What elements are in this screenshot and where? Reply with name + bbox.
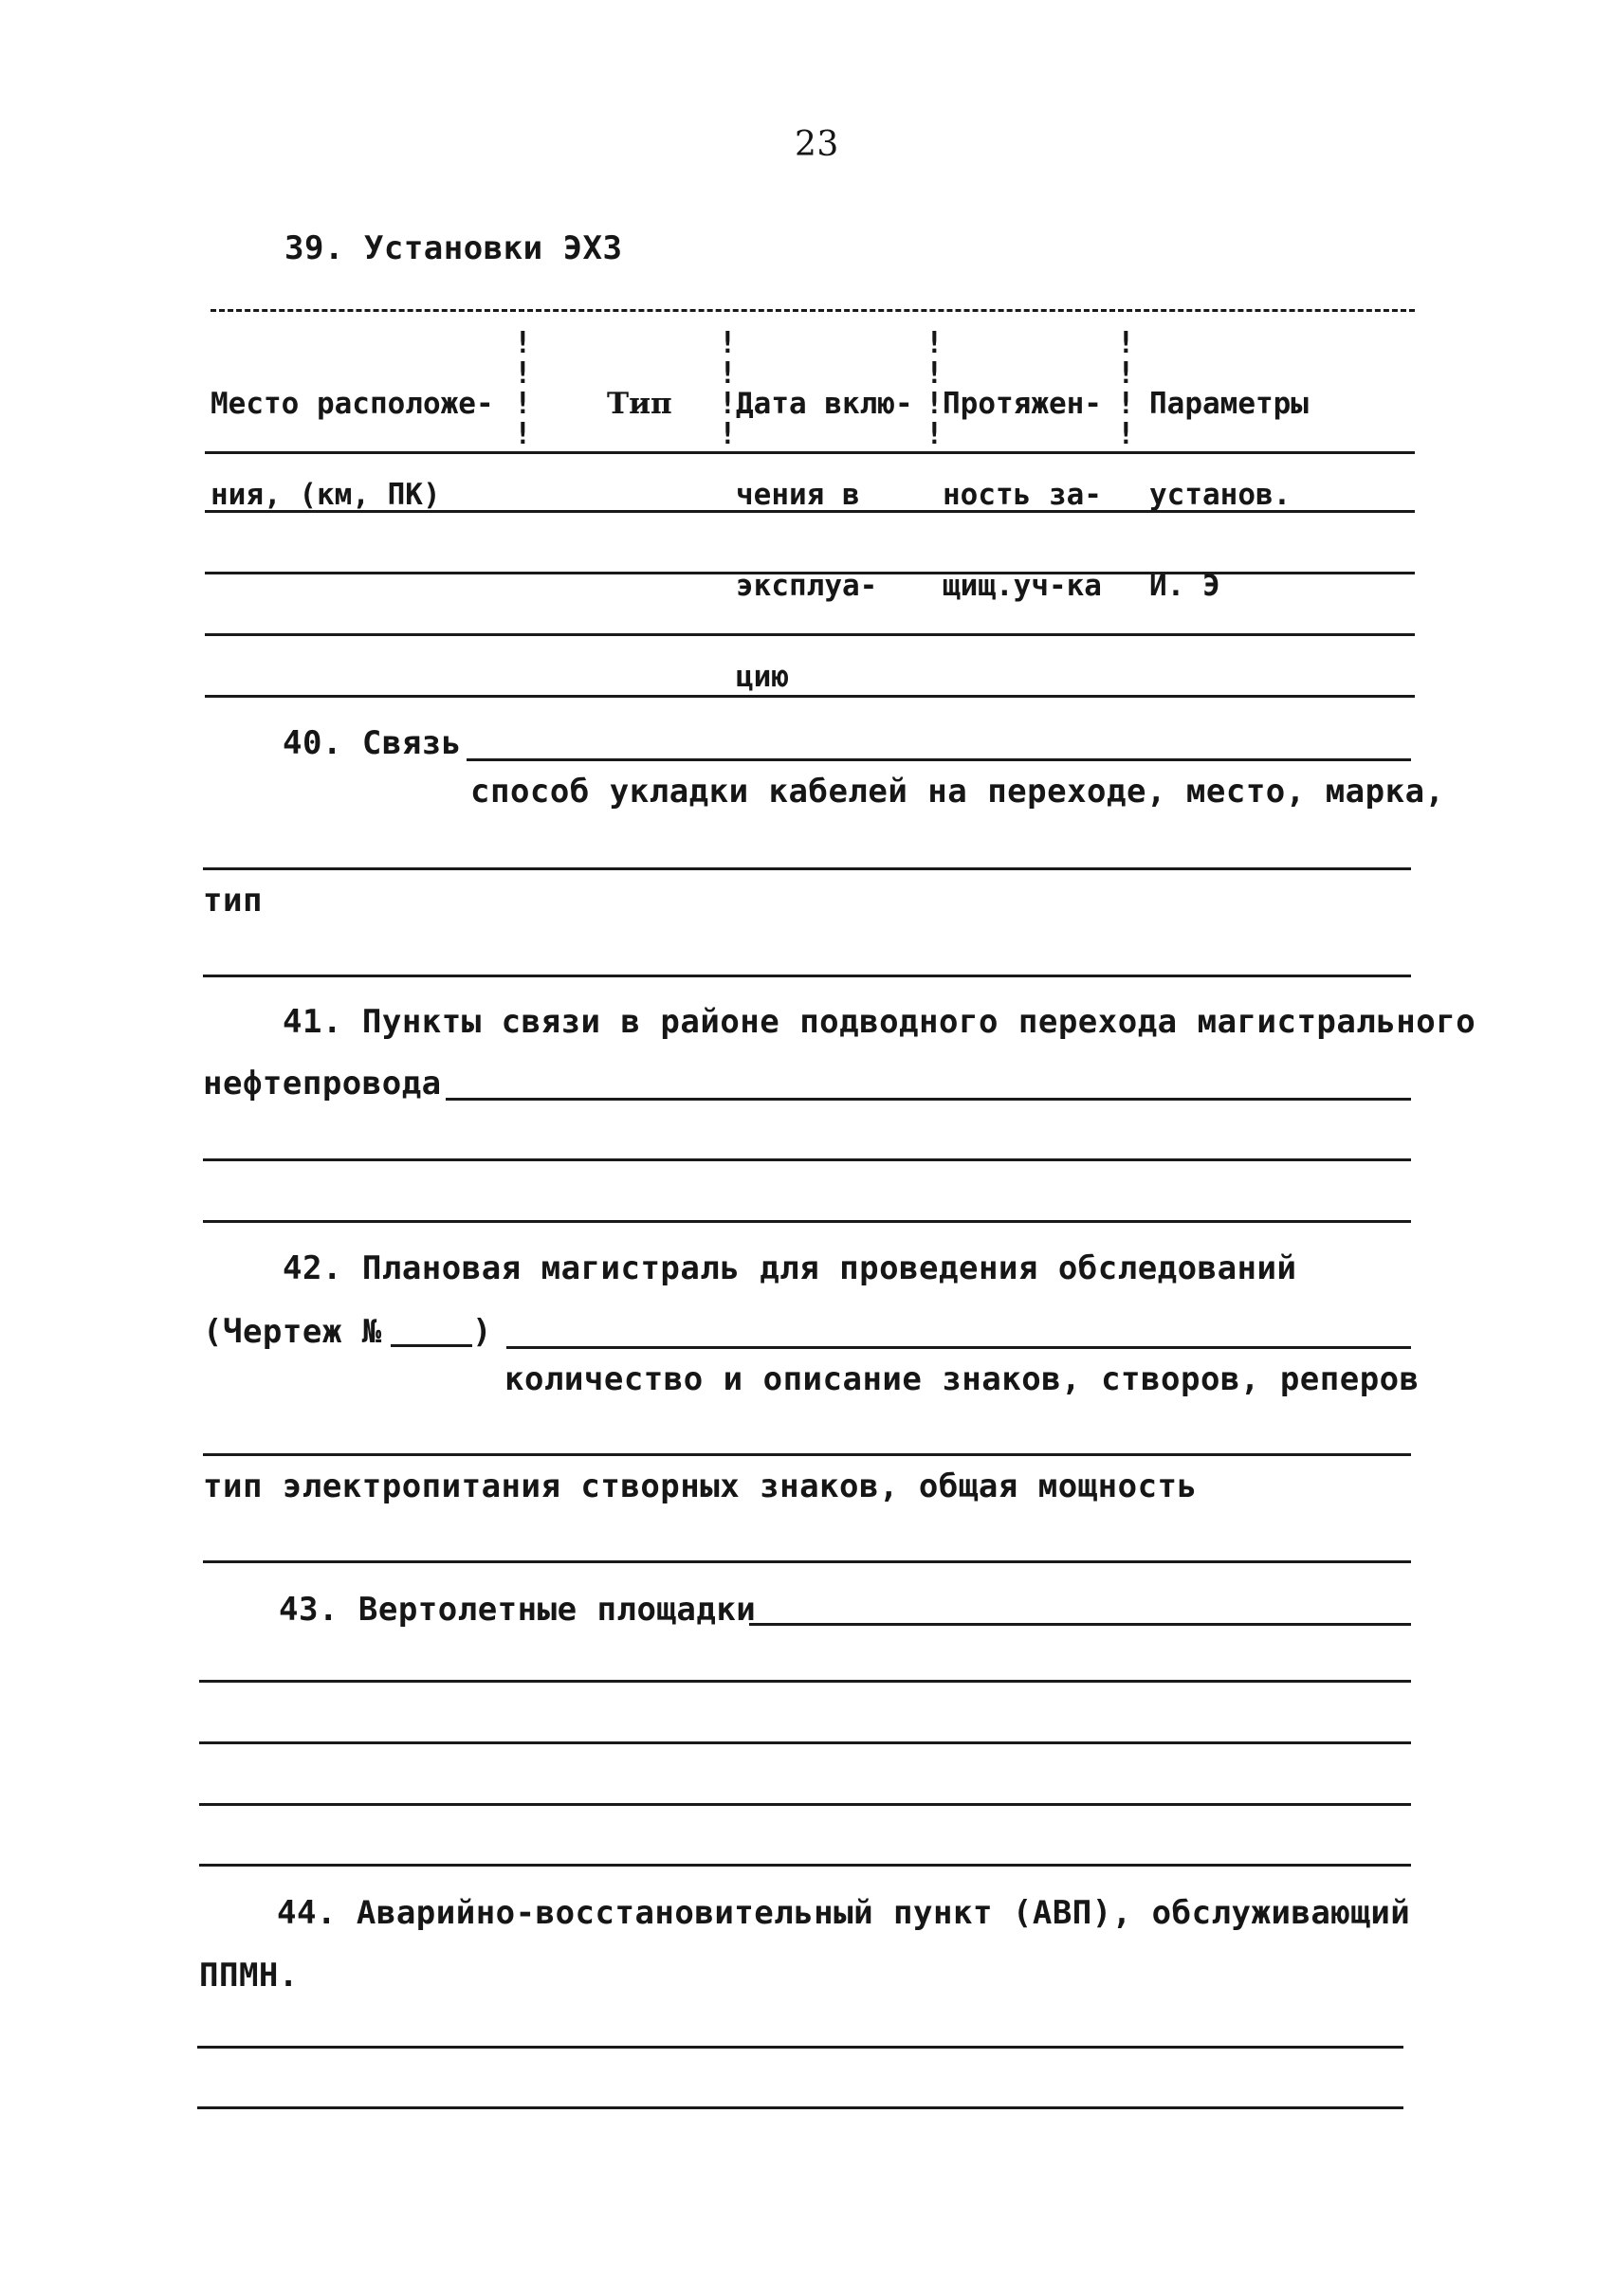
col-header-parameters: Параметры установ. И. Э — [1149, 387, 1309, 603]
survey-line-field[interactable] — [506, 1346, 1411, 1349]
section-43-label: 43. Вертолетные площадки — [279, 1591, 757, 1629]
section-44-line2: ППМН. — [199, 1957, 299, 1995]
table-row-line — [205, 695, 1415, 698]
section-41-line1: 41. Пункты связи в районе подводного перехода магистрального — [283, 1003, 1476, 1041]
helipads-field-line[interactable] — [199, 1864, 1411, 1867]
drawing-number-field[interactable] — [391, 1344, 472, 1347]
section-41-line2: нефтепровода — [203, 1065, 442, 1102]
section-40-label: 40. Связь — [283, 724, 462, 762]
communication-field[interactable] — [467, 758, 1411, 761]
section-44-line1: 44. Аварийно-восстановительный пункт (АВП), обслуживающий — [277, 1894, 1411, 1932]
helipads-field-line[interactable] — [199, 1680, 1411, 1683]
communication-field-line[interactable] — [203, 975, 1411, 977]
col-header-location: Место расположе- ния, (км, ПК) — [211, 387, 494, 512]
table-header-rule — [205, 451, 1415, 454]
page-number: 23 — [795, 125, 839, 164]
section-42-title: 42. Плановая магистраль для проведения обследований — [283, 1249, 1297, 1287]
comm-points-field-line[interactable] — [203, 1220, 1411, 1223]
table-top-rule — [211, 309, 1415, 312]
helipads-field-line[interactable] — [199, 1741, 1411, 1744]
col-separator: ! ! ! ! — [1117, 326, 1135, 451]
communication-hint: способ укладки кабелей на переходе, место, марка, — [470, 773, 1445, 811]
drawing-number-prefix: (Чертеж № — [203, 1313, 382, 1351]
section-39-title: 39. Установки ЭХЗ — [284, 229, 623, 267]
repair-point-field-line[interactable] — [197, 2046, 1403, 2049]
survey-line-field-line[interactable] — [203, 1453, 1411, 1456]
table-row-line — [205, 633, 1415, 636]
table-row-line — [205, 572, 1415, 574]
power-supply-hint: тип электропитания створных знаков, общая мощность — [203, 1467, 1198, 1505]
col-separator: ! ! ! ! — [926, 326, 944, 451]
table-row-line — [205, 510, 1415, 513]
repair-point-field-line[interactable] — [197, 2106, 1403, 2109]
col-separator: ! ! ! ! — [719, 326, 737, 451]
drawing-number-suffix: ) — [472, 1313, 492, 1351]
comm-points-field-line[interactable] — [203, 1158, 1411, 1161]
helipads-field-line[interactable] — [199, 1803, 1411, 1806]
communication-hint-type: тип — [203, 882, 263, 920]
communication-field-line[interactable] — [203, 867, 1411, 870]
col-header-start-date: Дата вклю- чения в эксплуа- цию — [736, 387, 913, 694]
comm-points-field[interactable] — [446, 1098, 1411, 1101]
helipads-field[interactable] — [749, 1623, 1411, 1626]
col-separator: ! ! ! ! — [514, 326, 532, 451]
col-header-type: Тип — [607, 387, 672, 421]
col-header-length: Протяжен- ность за- щищ.уч-ка — [943, 387, 1102, 603]
power-supply-field-line[interactable] — [203, 1560, 1411, 1563]
survey-line-hint: количество и описание знаков, створов, реперов — [504, 1360, 1420, 1398]
